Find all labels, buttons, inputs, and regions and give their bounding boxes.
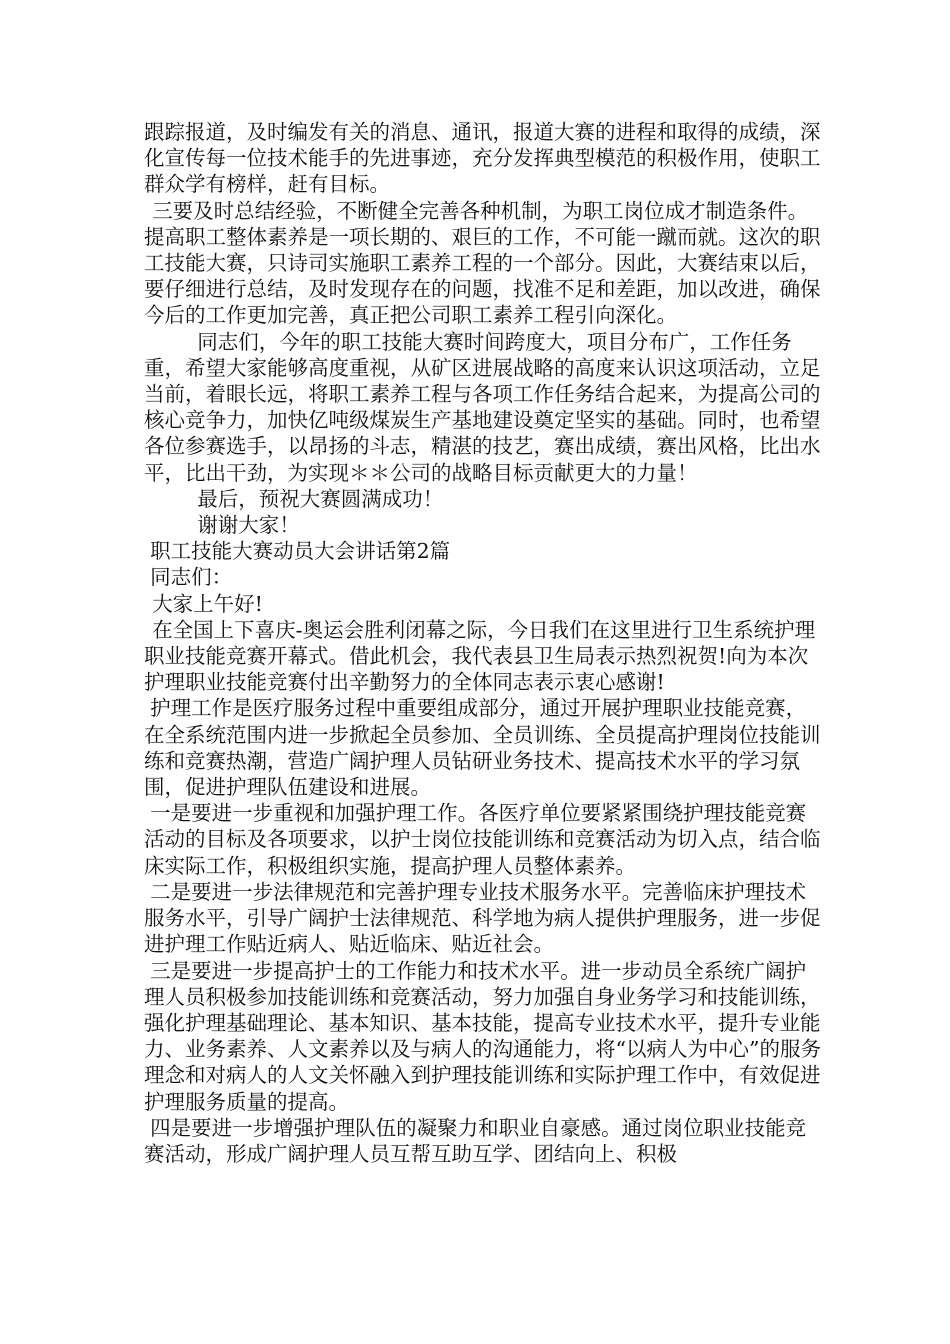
paragraph-point-three-summary: 三要及时总结经验，不断健全完善各种机制，为职工岗位成才制造条件。提高职工整体素养是一项长期的、艰巨的工作，不可能一蹴而就。这次的职工技能大赛，只诗司实施职工素养工程的一个部分。因此，大赛结束以后，要仔细进行总结，及时发现存在的问题，找准不足和差距，加以改进，确保今后的工作更加完善，真正把公司职工素养工程引向深化。 xyxy=(144,198,821,328)
paragraph-salutation: 同志们： xyxy=(150,565,233,590)
paragraph-comrades-appeal: 同志们，今年的职工技能大赛时间跨度大，项目分布广，工作任务重，希望大家能够高度重视，从矿区进展战略的高度来认识这项活动，立足当前，着眼长远，将职工素养工程与各项工作任务结合起来，为提高公司的核心竞争力，加快亿吨级煤炭生产基地建设奠定坚实的基础。同时，也希望各位参赛选手，以昂扬的斗志，精湛的技艺，赛出成绩，赛出风格，比出水平，比出干劲，为实现＊＊公司的战略目标贡献更大的力量！ xyxy=(144,329,821,485)
paragraph-nursing-importance: 护理工作是医疗服务过程中重要组成部分，通过开展护理职业技能竞赛，在全系统范围内进一步掀起全员参加、全员训练、全员提高护理岗位技能训练和竞赛热潮，营造广阔护理人员钻研业务技术、提高技术水平的学习氛围，促进护理队伍建设和进展。 xyxy=(144,696,821,800)
paragraph-reporting: 跟踪报道，及时编发有关的消息、通讯，报道大赛的进程和取得的成绩，深化宣传每一位技术能手的先进事迹，充分发挥典型模范的积极作用，使职工群众学有榜样，赶有目标。 xyxy=(144,120,821,197)
paragraph-greeting: 大家上午好! xyxy=(152,591,263,616)
paragraph-point-four: 四是要进一步增强护理队伍的凝聚力和职业自豪感。通过岗位职业技能竞赛活动，形成广阔护理人员互帮互助互学、团结向上、积极 xyxy=(144,1115,807,1166)
document-page xyxy=(144,119,824,1167)
paragraph-point-three: 三是要进一步提高护士的工作能力和技术水平。进一步动员全系统广阔护理人员积极参加技能训练和竞赛活动，努力加强自身业务学习和技能训练，强化护理基础理论、基本知识、基本技能，提高专业技术水平，提升专业能力、业务素养、人文素养以及与病人的沟通能力，将“以病人为中心”的服务理念和对病人的人文关怀融入到护理技能训练和实际护理工作中，有效促进护理服务质量的提高。 xyxy=(144,958,821,1114)
section-title-part-2: 职工技能大赛动员大会讲话第2篇 xyxy=(150,539,451,564)
paragraph-point-one: 一是要进一步重视和加强护理工作。各医疗单位要紧紧围绕护理技能竞赛活动的目标及各项要求，以护士岗位技能训练和竞赛活动为切入点，结合临床实际工作，积极组织实施，提高护理人员整体素养。 xyxy=(144,801,821,878)
paragraph-point-two: 二是要进一步法律规范和完善护理专业技术服务水平。完善临床护理技术服务水平，引导广阔护士法律规范、科学地为病人提供护理服务，进一步促进护理工作贴近病人、贴近临床、贴近社会。 xyxy=(144,879,821,957)
paragraph-opening: 在全国上下喜庆-奥运会胜利闭幕之际，今日我们在这里进行卫生系统护理职业技能竞赛开幕式。借此机会，我代表县卫生局表示热烈祝贺!向为本次护理职业技能竞赛付出辛勤努力的全体同志表示衷心感谢! xyxy=(144,617,816,695)
paragraph-closing-wish: 最后，预祝大赛圆满成功！ xyxy=(197,486,444,511)
paragraph-thanks: 谢谢大家！ xyxy=(197,513,300,538)
